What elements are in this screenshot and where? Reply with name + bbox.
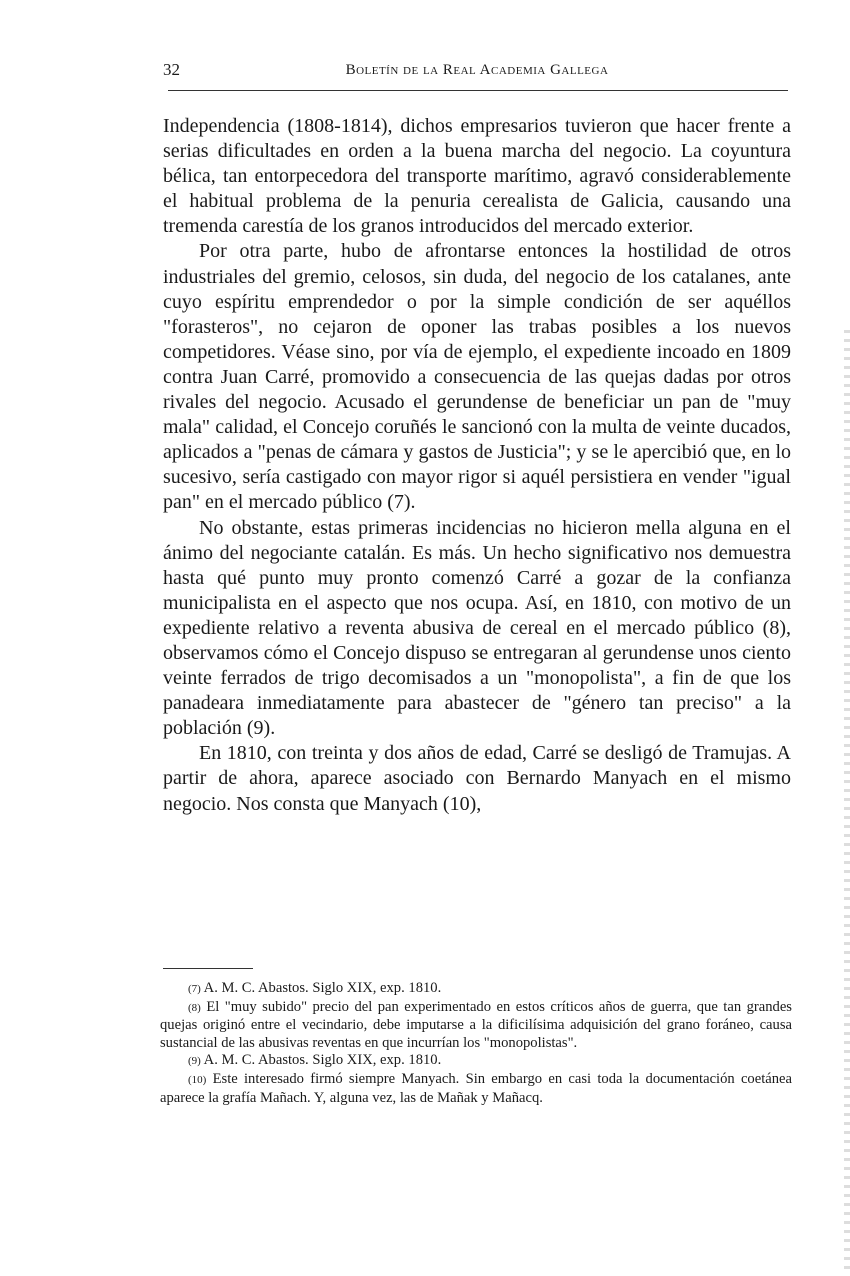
- footnote-text: A. M. C. Abastos. Siglo XIX, exp. 1810.: [203, 1052, 442, 1069]
- page-header: [163, 56, 791, 86]
- page-number: 32: [163, 60, 180, 79]
- paragraph: Por otra parte, hubo de afrontarse entonces la hostilidad de otros industriales del gremio, celosos, sin duda, del negocio de los catalanes, ante cuyo espíritu emprendedor o por la simple condición de ser aquéllos "forasteros", no cejaron de oponer las trabas posibles a los nuevos competidores. Véase sino, por vía de ejemplo, el expediente incoado en 1809 contra Juan Carré, promovido a consecuencia de las quejas dadas por otros rivales del negocio. Acusado el gerundense de beneficiar un pan de "muy mala" calidad, el Concejo coruñés le sancionó con la multa de veinte ducados, aplicados a "penas de cámara y gastos de Justicia"; y se le apercibió que, en lo sucesivo, sería castigado con mayor rigor si aquél persistiera en vender "igual pan" en el mercado público (7).: [163, 240, 791, 514]
- footnote-text: A. M. C. Abastos. Siglo XIX, exp. 1810.: [203, 980, 442, 996]
- footnote: [160, 1071, 792, 1107]
- footnote-rule: [163, 968, 253, 969]
- footnote: [160, 980, 792, 999]
- footnote-mark: (8): [188, 1001, 201, 1014]
- footnote: [160, 1052, 792, 1071]
- footnote-mark: (9): [188, 1055, 201, 1068]
- footnote-mark: (7): [188, 983, 201, 995]
- footnote-text: Este interesado firmó siempre Manyach. Sin embargo en casi toda la documentación coetánea aparece la grafía Mañach. Y, alguna vez, las de Mañak y Mañacq.: [160, 1070, 792, 1106]
- paragraph: No obstante, estas primeras incidencias no hicieron mella alguna en el ánimo del negociante catalán. Es más. Un hecho significativo nos demuestra hasta qué punto muy pronto comenzó Carré a gozar de la confianza municipalista en el aspecto que nos ocupa. Así, en 1810, con motivo de un expediente relativo a reventa abusiva de cereal en el mercado público (8), observamos cómo el Concejo dispuso se entregaran al gerundense unos ciento veinte ferrados de trigo decomisados a un "monopolista", a fin de que los panadeara inmediatamente para abastecer de "género tan preciso" a la población (9).: [163, 516, 791, 740]
- paragraph: En 1810, con treinta y dos años de edad, Carré se desligó de Tramujas. A partir de ahora, aparece asociado con Bernardo Manyach en el mismo negocio. Nos consta que Manyach (10),: [163, 742, 791, 815]
- footnote: [160, 999, 792, 1053]
- running-title: Boletín de la Real Academia Gallega: [345, 62, 609, 78]
- header-rule: [168, 90, 788, 91]
- scan-binding-edge: [844, 330, 850, 1270]
- paragraph: Independencia (1808-1814), dichos empresarios tuvieron que hacer frente a serias dificultades en orden a la buena marcha del negocio. La coyuntura bélica, tan entorpecedora del transporte marítimo, agravó considerablemente el habitual problema de la penuria cerealista de Galicia, causando una tremenda carestía de los granos introducidos del mercado exterior.: [163, 115, 791, 238]
- body-text: [163, 114, 791, 817]
- footnote-text: El "muy subido" precio del pan experimentado en estos críticos años de guerra, que tan grandes quejas originó entre el vecindario, debe imputarse a la dificilísima adquisición del grano foráneo, causa sustancial de las abusivas reventas en que incurrían los "monopolistas".: [160, 998, 792, 1051]
- footnote-mark: (10): [188, 1073, 207, 1086]
- footnotes: [160, 980, 792, 1107]
